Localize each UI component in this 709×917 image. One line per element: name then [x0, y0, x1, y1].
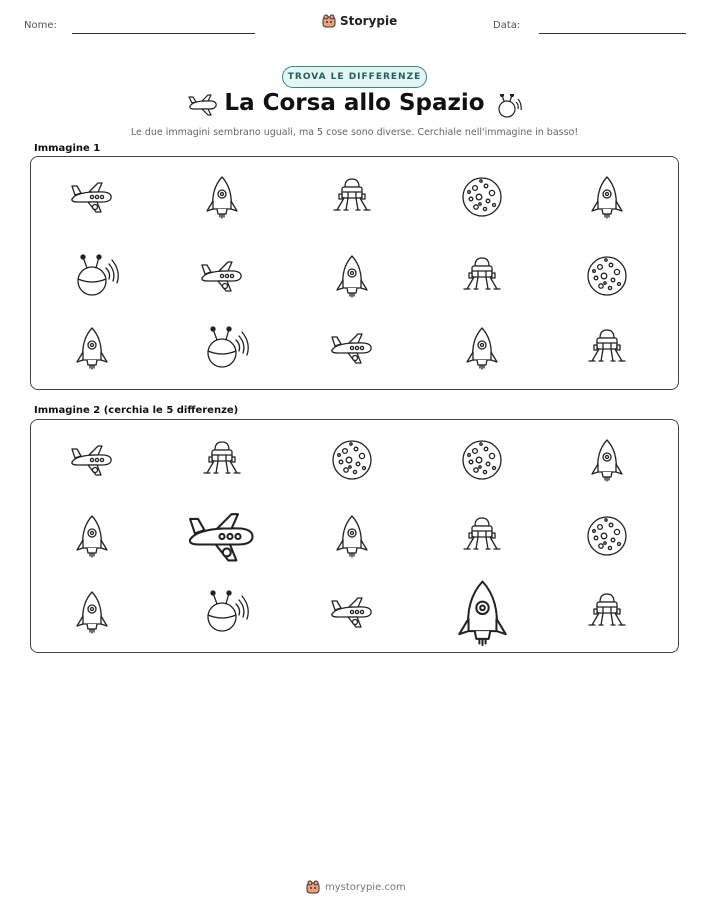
rocket-icon	[452, 322, 512, 374]
airplane-icon	[174, 495, 270, 578]
image1-cell[interactable]	[452, 250, 512, 302]
airplane-icon	[322, 322, 382, 374]
image2-cell[interactable]	[62, 434, 122, 486]
date-line[interactable]	[539, 33, 686, 34]
footer-logo-icon	[306, 880, 320, 894]
brand-name: Storypie	[340, 14, 398, 28]
image2-cell[interactable]	[577, 434, 637, 486]
moon-icon	[452, 171, 512, 223]
image1-cell[interactable]	[452, 171, 512, 223]
rocket-icon	[436, 572, 529, 653]
rocket-icon	[62, 510, 122, 562]
rocket-icon	[192, 171, 252, 223]
image1-cell[interactable]	[577, 171, 637, 223]
footer	[306, 880, 406, 894]
image2-cell[interactable]	[436, 572, 529, 653]
lunar-lander-icon	[452, 510, 512, 562]
image1-cell[interactable]	[62, 171, 122, 223]
airplane-icon	[192, 250, 252, 302]
image1-cell[interactable]	[452, 322, 512, 374]
lunar-lander-icon	[322, 171, 382, 223]
storypie-logo-icon	[322, 14, 336, 28]
image2-label: Immagine 2 (cerchia le 5 differenze)	[34, 405, 239, 416]
rocket-icon	[577, 171, 637, 223]
lunar-lander-icon	[577, 586, 637, 638]
lunar-lander-icon	[192, 434, 252, 486]
image1-cell[interactable]	[322, 322, 382, 374]
moon-icon	[577, 510, 637, 562]
airplane-icon	[62, 434, 122, 486]
image2-cell[interactable]	[192, 434, 252, 486]
image2-cell[interactable]	[62, 510, 122, 562]
airplane-icon	[322, 586, 382, 638]
image2-cell[interactable]	[322, 586, 382, 638]
image1-cell[interactable]	[322, 250, 382, 302]
image1-label: Immagine 1	[34, 143, 101, 154]
satellite-icon	[192, 586, 252, 638]
image1-cell[interactable]	[322, 171, 382, 223]
satellite-icon	[62, 250, 122, 302]
image2-cell[interactable]	[62, 586, 122, 638]
rocket-icon	[322, 250, 382, 302]
rocket-icon	[322, 510, 382, 562]
lunar-lander-icon	[577, 322, 637, 374]
page-title: La Corsa allo Spazio	[224, 90, 485, 116]
image2-cell[interactable]	[322, 434, 382, 486]
activity-badge: TROVA LE DIFFERENZE	[282, 66, 427, 88]
image2-cell[interactable]	[452, 434, 512, 486]
rocket-icon	[62, 322, 122, 374]
moon-icon	[452, 434, 512, 486]
image1-cell[interactable]	[577, 322, 637, 374]
moon-icon	[577, 250, 637, 302]
footer-url: mystorypie.com	[325, 881, 406, 893]
rocket-icon	[62, 586, 122, 638]
image1-cell[interactable]	[192, 250, 252, 302]
brand-logo	[322, 14, 397, 28]
satellite-icon	[192, 322, 252, 374]
image1-cell[interactable]	[62, 322, 122, 374]
name-label: Nome:	[24, 20, 57, 31]
name-line[interactable]	[72, 33, 255, 34]
image2-cell[interactable]	[577, 510, 637, 562]
image2-cell[interactable]	[322, 510, 382, 562]
airplane-icon	[62, 171, 122, 223]
instructions: Le due immagini sembrano uguali, ma 5 cose sono diverse. Cerchiale nell'immagine in basso!	[130, 127, 579, 138]
image1-cell[interactable]	[192, 322, 252, 374]
image1-cell[interactable]	[192, 171, 252, 223]
image2-cell[interactable]	[452, 510, 512, 562]
date-label: Data:	[493, 20, 521, 31]
image2-cell[interactable]	[174, 495, 270, 578]
image2-cell[interactable]	[192, 586, 252, 638]
image1-cell[interactable]	[62, 250, 122, 302]
lunar-lander-icon	[452, 250, 512, 302]
image2-cell[interactable]	[577, 586, 637, 638]
moon-icon	[322, 434, 382, 486]
title-satellite-icon	[492, 94, 522, 118]
rocket-icon	[577, 434, 637, 486]
image1-cell[interactable]	[577, 250, 637, 302]
